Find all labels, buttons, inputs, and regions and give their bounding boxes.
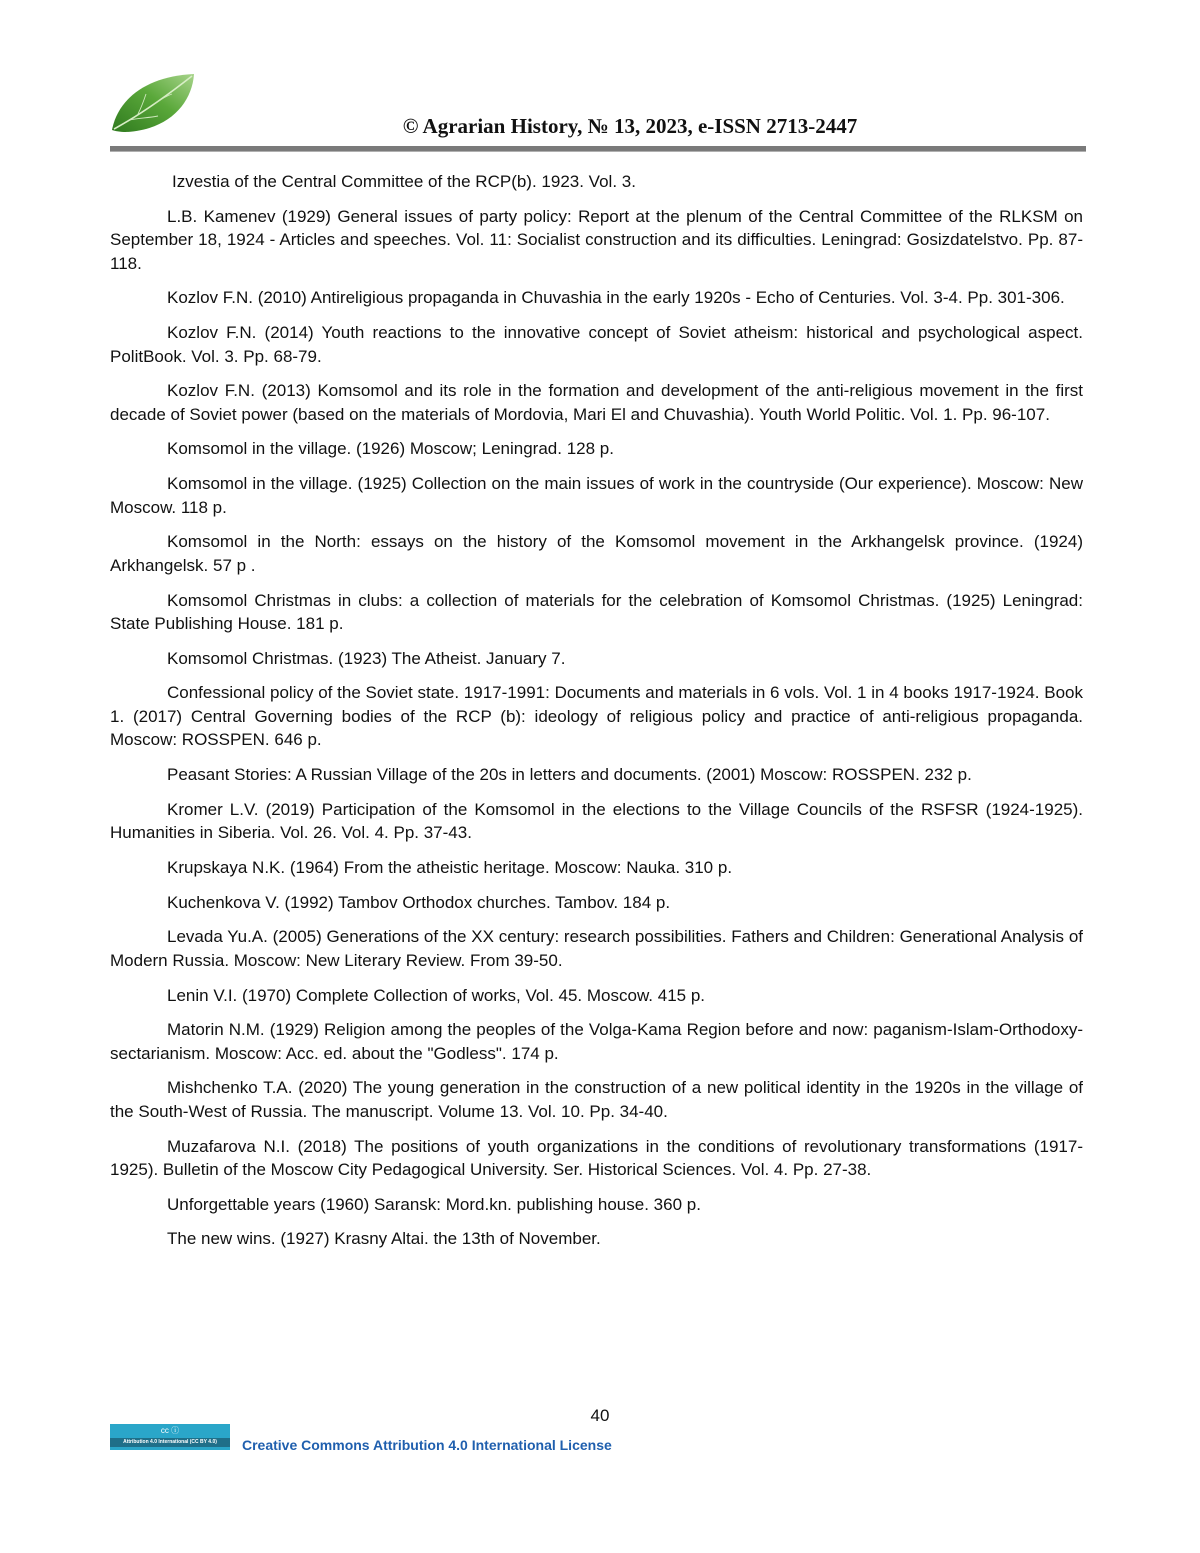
reference-list bbox=[110, 170, 1083, 1262]
reference-item: Kozlov F.N. (2013) Komsomol and its role in the formation and development of the anti-religious movement in the first decade of Soviet power (based on the materials of Mordovia, Mari El and Chuvashia). Youth World Politic. Vol. 1. Pp. 96-107. bbox=[110, 381, 1083, 424]
reference-item: Izvestia of the Central Committee of the RCP(b). 1923. Vol. 3. bbox=[172, 172, 636, 191]
reference-item: Levada Yu.A. (2005) Generations of the XX century: research possibilities. Fathers and Children: Generational Analysis of Modern Russia. Moscow: New Literary Review. From 39-50. bbox=[110, 927, 1083, 970]
reference-item: Komsomol in the North: essays on the history of the Komsomol movement in the Arkhangelsk province. (1924) Arkhangelsk. 57 p . bbox=[110, 532, 1083, 575]
journal-header: © Agrarian History, № 13, 2023, e-ISSN 2713-2447 bbox=[402, 114, 858, 138]
reference-item: Kozlov F.N. (2014) Youth reactions to the innovative concept of Soviet atheism: historical and psychological aspect. PolitBook. Vol. 3. Pp. 68-79. bbox=[110, 323, 1083, 366]
reference-item: Mishchenko T.A. (2020) The young generation in the construction of a new political identity in the 1920s in the village of the South-West of Russia. The manuscript. Volume 13. Vol. 10. Pp. 34-40. bbox=[110, 1078, 1083, 1121]
reference-item: Muzafarova N.I. (2018) The positions of youth organizations in the conditions of revolutionary transformations (1917-1925). Bulletin of the Moscow City Pedagogical University. Ser. Historical Sciences. Vol. 4. Pp. 27-38. bbox=[110, 1136, 1083, 1180]
reference-item: Kozlov F.N. (2010) Antireligious propaganda in Chuvashia in the early 1920s - Echo of Centuries. Vol. 3-4. Pp. 301-306. bbox=[167, 288, 1065, 308]
reference-item: L.B. Kamenev (1929) General issues of party policy: Report at the plenum of the Central Committee of the RLKSM on September 18, 1924 - Articles and speeches. Vol. 11: Socialist construction and its difficulties. Leningrad: Gosizdatelstvo. Pp. 87-118. bbox=[110, 206, 1083, 273]
header-divider bbox=[110, 146, 1086, 152]
reference-item: Confessional policy of the Soviet state. 1917-1991: Documents and materials in 6 vols. Vol. 1 in 4 books 1917-1924. Book 1. (2017) Central Governing bodies of the RCP (b): ideology of religious policy and practice of anti-religious propaganda. Moscow: ROSSPEN. 646 p. bbox=[110, 683, 1083, 750]
cc-badge-text: Attribution 4.0 International (CC BY 4.0) bbox=[110, 1438, 230, 1447]
reference-item: Unforgettable years (1960) Saransk: Mord.kn. publishing house. 360 p. bbox=[167, 1194, 701, 1214]
reference-item: Lenin V.I. (1970) Complete Collection of works, Vol. 45. Moscow. 415 p. bbox=[167, 985, 705, 1005]
reference-item: Kromer L.V. (2019) Participation of the Komsomol in the elections to the Village Councils of the RSFSR (1924-1925). Humanities in Siberia. Vol. 26. Vol. 4. Pp. 37-43. bbox=[110, 799, 1083, 843]
license-link[interactable]: Creative Commons Attribution 4.0 International License bbox=[242, 1437, 612, 1453]
reference-item: Krupskaya N.K. (1964) From the atheistic heritage. Moscow: Nauka. 310 p. bbox=[167, 857, 733, 877]
reference-item: Komsomol Christmas. (1923) The Atheist. January 7. bbox=[167, 648, 566, 668]
reference-item: Matorin N.M. (1929) Religion among the peoples of the Volga-Kama Region before and now: paganism-Islam-Orthodoxy-sectarianism. Moscow: Acc. ed. about the "Godless". 174 p. bbox=[110, 1020, 1083, 1063]
reference-item: Komsomol in the village. (1926) Moscow; Leningrad. 128 p. bbox=[167, 439, 614, 459]
reference-item: The new wins. (1927) Krasny Altai. the 13th of November. bbox=[167, 1229, 601, 1249]
cc-by-license-badge[interactable] bbox=[110, 1424, 230, 1450]
reference-item: Komsomol Christmas in clubs: a collection of materials for the celebration of Komsomol Christmas. (1925) Leningrad: State Publishing House. 181 p. bbox=[110, 590, 1083, 633]
reference-item: Komsomol in the village. (1925) Collection on the main issues of work in the countryside (Our experience). Moscow: New Moscow. 118 p. bbox=[110, 474, 1083, 517]
reference-item: Kuchenkova V. (1992) Tambov Orthodox churches. Tambov. 184 p. bbox=[167, 892, 671, 912]
cc-by-icon: cc ⓘ bbox=[160, 1426, 180, 1435]
page-number: 40 bbox=[590, 1406, 610, 1425]
journal-leaf-logo bbox=[108, 70, 200, 138]
reference-item: Peasant Stories: A Russian Village of the 20s in letters and documents. (2001) Moscow: ROSSPEN. 232 p. bbox=[167, 765, 972, 785]
